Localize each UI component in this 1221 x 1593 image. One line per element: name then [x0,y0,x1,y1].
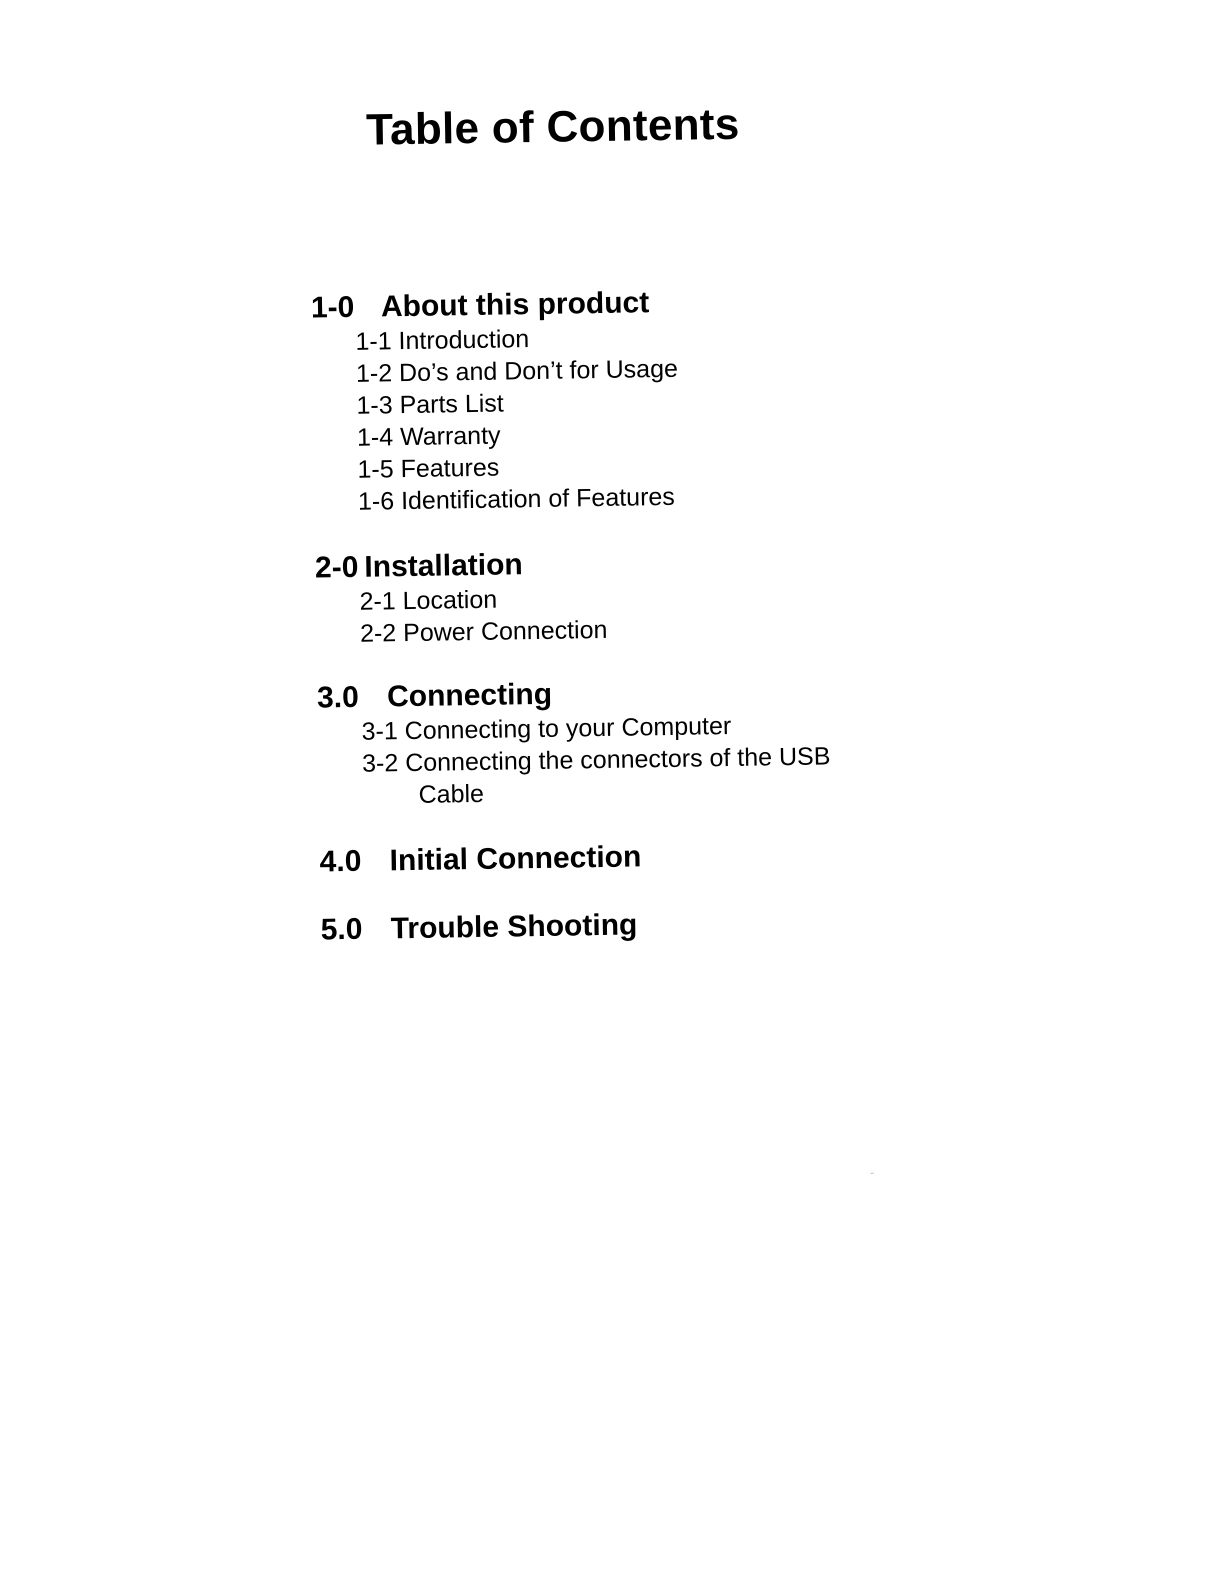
toc-entry[interactable]: 3-1 Connecting to your Computer [361,711,732,746]
toc-entry[interactable]: 2-1 Location [359,585,498,616]
section-number: 5.0 [320,912,363,947]
section-number: 3.0 [316,680,360,715]
scan-speck [871,1173,874,1174]
toc-section-installation [315,546,608,651]
section-number: 1-0 [310,290,355,325]
toc-entry[interactable]: 2-2 Power Connection [359,615,608,648]
section-entries [311,321,680,519]
section-heading[interactable] [319,839,641,880]
toc-section-connecting [317,672,831,812]
toc-entry[interactable]: 1-6 Identification of Features [357,482,676,516]
section-title: Trouble Shooting [390,908,638,946]
toc-section-trouble-shooting [320,907,637,948]
toc-entry-continuation: Cable [418,779,485,809]
section-heading[interactable] [311,285,677,327]
section-title: Initial Connection [389,840,642,878]
section-entries [315,582,607,651]
section-heading[interactable] [320,907,637,948]
toc-entry[interactable]: 1-4 Warranty [356,421,501,452]
section-heading[interactable] [315,546,607,587]
toc-entry[interactable] [362,740,831,811]
toc-entry[interactable]: 1-1 Introduction [355,325,530,356]
toc-section-initial-connection [319,839,641,880]
section-number: 2-0 [314,550,359,585]
page-title: Table of Contents [365,99,740,155]
section-number: 4.0 [319,844,362,879]
section-title: About this product [380,286,650,324]
toc-entry-text: 3-2 Connecting the connectors of the USB [361,742,831,778]
toc-entry[interactable]: 1-5 Features [357,453,500,484]
section-title: Connecting [386,677,553,714]
toc-section-about-this-product [311,285,680,519]
toc-entry[interactable]: 1-2 Do’s and Don’t for Usage [355,354,679,388]
section-title: Installation [364,548,523,584]
section-entries [317,708,831,812]
toc-entry[interactable]: 1-3 Parts List [356,389,504,420]
